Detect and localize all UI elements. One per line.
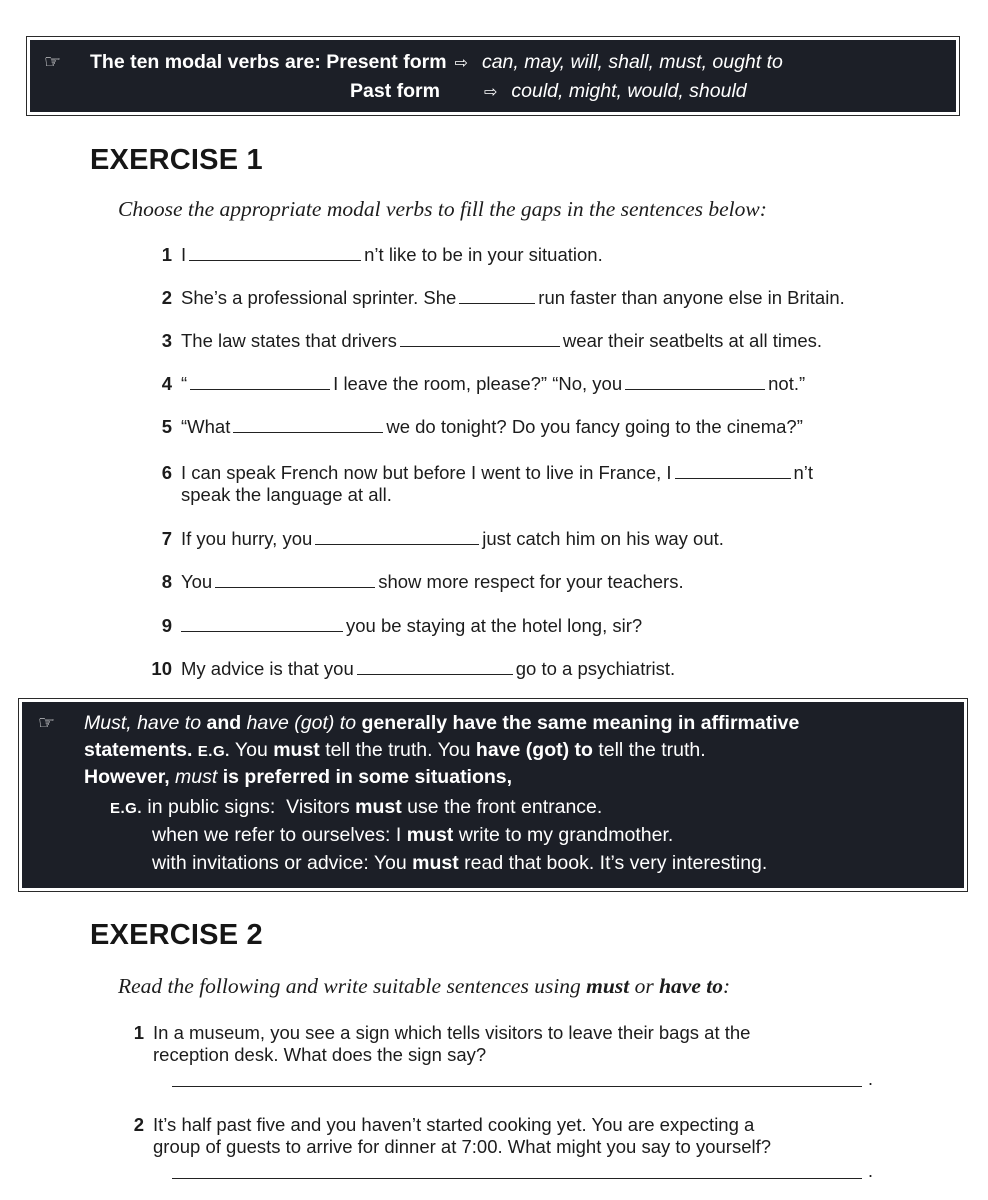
answer-gap[interactable] — [189, 246, 361, 261]
answer-gap[interactable] — [400, 332, 560, 347]
answer-gap[interactable] — [625, 375, 765, 390]
answer-gap[interactable] — [315, 530, 479, 545]
answer-line[interactable] — [172, 1086, 862, 1087]
arrow-right-icon: ⇨ — [484, 82, 498, 101]
answer-gap[interactable] — [190, 375, 330, 390]
pointing-hand-icon: ☞ — [44, 51, 62, 73]
exercise-1-instruction: Choose the appropriate modal verbs to fill the gaps in the sentences below: — [118, 197, 767, 221]
answer-gap[interactable] — [215, 573, 375, 588]
past-verbs: could, might, would, should — [511, 80, 747, 102]
answer-gap[interactable] — [459, 289, 535, 304]
answer-line[interactable] — [172, 1178, 862, 1179]
answer-gap[interactable] — [357, 660, 513, 675]
worksheet-page: ☞ The ten modal verbs are: Present form ⇨ can, may, will, shall, must, ought to Past form ⇨ could, might, would, should EXERCISE 1 Choose the appropriate modal verbs to fill the gaps in the sentences below: 1 I n’t like to be in your situation. 2 She’s a professional sprinter. She run faster than anyone else in Britain. 3 The law states that drivers wear their seatbelts at all times. 4 “ I leave the room, please?” “No, you not.” 5 “What we do tonight? Do you fancy going to the cinema?” 6 I can speak French now but before I went to live in France, I n’t speak the language at all. 7 If you hurry, you just catch him on his way out. 8 You show more respect for your teachers. 9 you be staying at the hotel long, sir? 10 My advice is that you go to a psychiatrist. ☞ Must, have to and have (got) to generally have the same meaning in affirmative statements. E.G. You must tell the truth. You have (got) to tell the truth. However, must is preferred in some situations, E.G. in public signs: Visitors must use the front entrance. when we refer to ourselves: I must write to my grandmother. with invitations or advice: You must read that book. It’s very interesting. EXERCISE 2 Read the following and write suitable sentences using must or have to: 1 In a museum, you see a sign which tells visitors to leave their bags at the reception desk. What does the sign say? . 2 It’s half past five and you haven’t started cooking yet. You are expecting a group of guests to arrive for dinner at 7:00. What might you say to yourself? . — [0, 0, 988, 1200]
modal-verbs-note — [26, 36, 960, 116]
exercise-2-title: EXERCISE 2 — [90, 919, 263, 951]
exercise-1-title: EXERCISE 1 — [90, 144, 263, 176]
answer-gap[interactable] — [181, 617, 343, 632]
answer-gap[interactable] — [233, 418, 383, 433]
pointing-hand-icon: ☞ — [38, 712, 56, 734]
exercise-2-instruction: Read the following and write suitable sentences using must or have to: — [118, 974, 731, 998]
present-form-row: The ten modal verbs are: Present form ⇨ can, may, will, shall, must, ought to — [90, 51, 783, 73]
must-have-to-note: ☞ Must, have to and have (got) to generally have the same meaning in affirmative statements. E.G. You must tell the truth. You have (got) to tell the truth. However, must is preferred in some situations, E.G. in public signs: Visitors must use the front entrance. when we refer to ourselves: I must write to my grandmother. with invitations or advice: You must read that book. It’s very interesting. — [18, 698, 968, 892]
arrow-right-icon: ⇨ — [454, 53, 468, 72]
past-form-row: Past form ⇨ could, might, would, should — [350, 80, 747, 102]
present-verbs: can, may, will, shall, must, ought to — [481, 51, 783, 73]
answer-gap[interactable] — [675, 464, 791, 479]
